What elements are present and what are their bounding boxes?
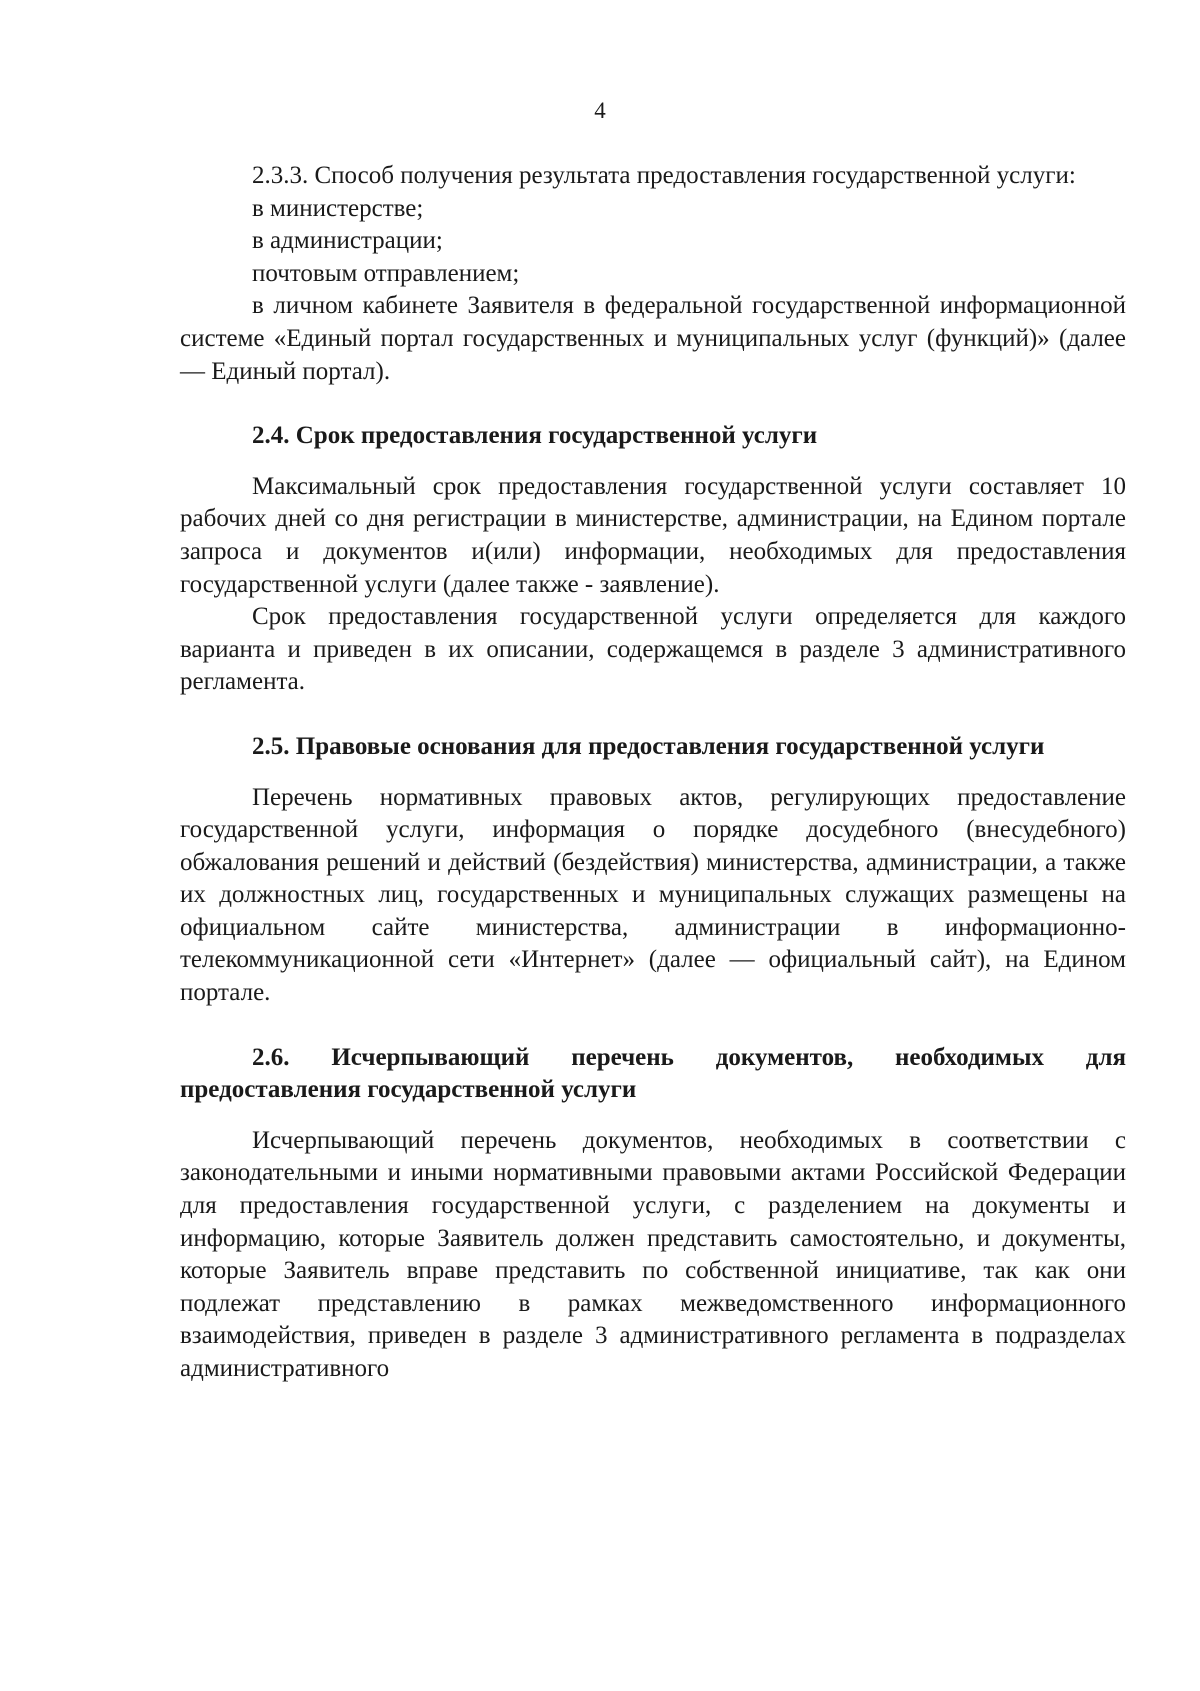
list-item: в министерстве;	[252, 194, 424, 222]
section-2-4-heading: 2.4. Срок предоставления государственной услуги	[252, 422, 818, 450]
section-2-5-heading: 2.5. Правовые основания для предоставления государственной услуги	[252, 732, 1045, 760]
list-item-last: в личном кабинете Заявителя в федеральной государственной информационной системе «Единый портал государственных и муниципальных услуг (функций)» (далее — Единый портал).	[180, 292, 1126, 385]
section-2-3-3-intro: 2.3.3. Способ получения результата предоставления государственной услуги:	[252, 162, 1076, 189]
document-body	[180, 160, 1126, 1386]
list-item: в администрации;	[252, 227, 443, 255]
page-number: 4	[594, 98, 606, 123]
section-2-5-paragraph: Перечень нормативных правовых актов, регулирующих предоставление государственной услуги, информация о порядке досудебного (внесудебного) обжалования решений и действий (бездействия) министерства, администрации, а также их должностных лиц, государственных и муниципальных служащих размещены на официальном сайте министерства, администрации в информационно-телекоммуникационной сети «Интернет» (далее — официальный сайт), на Едином портале.	[180, 783, 1126, 1007]
section-2-4-paragraph: Максимальный срок предоставления государственной услуги составляет 10 рабочих дней со дня регистрации в министерстве, администрации, на Едином портале запроса и документов и(или) информации, необходимых для предоставления государственной услуги (далее также - заявление).	[180, 472, 1126, 598]
section-2-6-heading: 2.6. Исчерпывающий перечень документов, необходимых для предоставления государственной услуги	[180, 1043, 1126, 1104]
list-item: почтовым отправлением;	[252, 259, 520, 287]
section-2-4-paragraph: Срок предоставления государственной услуги определяется для каждого варианта и приведен в их описании, содержащемся в разделе 3 административного регламента.	[180, 603, 1126, 696]
section-2-6-paragraph: Исчерпывающий перечень документов, необходимых в соответствии с законодательными и иными нормативными правовыми актами Российской Федерации для предоставления государственной услуги, с разделением на документы и информацию, которые Заявитель должен представить самостоятельно, и документы, которые Заявитель вправе представить по собственной инициативе, так как они подлежат представлению в рамках межведомственного информационного взаимодействия, приведен в разделе 3 административного регламента в подразделах административного	[180, 1126, 1126, 1382]
